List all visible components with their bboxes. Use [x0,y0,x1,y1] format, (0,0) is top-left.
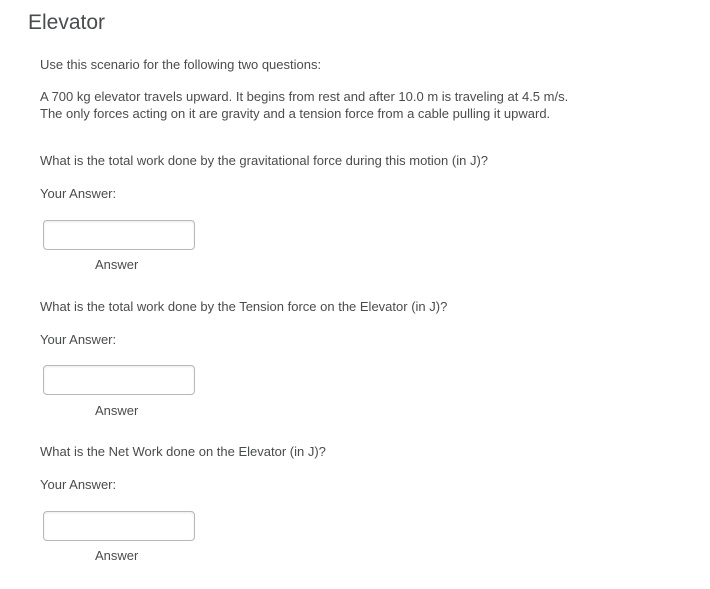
question-2-answer-input[interactable] [43,365,195,395]
question-1-prompt: What is the total work done by the gravitational force during this motion (in J)? [40,153,488,168]
question-2-answer-label: Answer [95,403,139,418]
intro-text: Use this scenario for the following two questions: [40,57,322,72]
question-1-answer-label: Answer [95,257,139,272]
question-3-prompt: What is the Net Work done on the Elevator (in J)? [40,444,326,459]
question-3-your-answer-label: Your Answer: [40,477,117,492]
page-title: Elevator [28,11,106,34]
question-2-your-answer-label: Your Answer: [40,332,117,347]
question-2-prompt: What is the total work done by the Tension force on the Elevator (in J)? [40,299,448,314]
question-1-your-answer-label: Your Answer: [40,186,117,201]
scenario-text: A 700 kg elevator travels upward. It begins from rest and after 10.0 m is traveling at 4.5 m/s. The only forces acting on it are gravity and a tension force from a cable pulling it upward. [40,89,569,121]
question-1-answer-input[interactable] [43,220,195,250]
question-3-answer-label: Answer [95,548,139,563]
question-3-answer-input[interactable] [43,511,195,541]
